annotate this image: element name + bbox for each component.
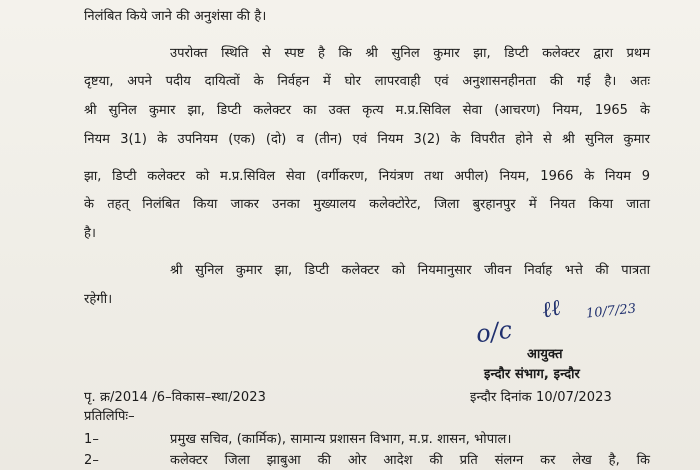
memo-place-date: इन्दौर दिनांक 10/07/2023 [470, 390, 612, 405]
copy-item-1-text: प्रमुख सचिव, (कार्मिक), सामान्य प्रशासन विभाग, म.प्र. शासन, भोपाल। [170, 432, 512, 447]
copy-heading: प्रतिलिपिः– [84, 409, 135, 424]
line-recommendation: निलंबित किये जाने की अनुशंसा की है। [84, 9, 267, 24]
copy-item-2-text: कलेक्टर जिला झाबुआ की ओर आदेश की प्रति संलग्न कर लेख है, कि [170, 453, 650, 468]
copy-item-2-number: 2– [84, 453, 99, 468]
para3-line2: रहेगी। [84, 292, 113, 307]
para3-line1: श्री सुनिल कुमार झा, डिप्टी कलेक्टर को नियमानुसार जीवन निर्वाह भत्ते की पात्रता [170, 263, 650, 278]
handwritten-date: 10/7/23 [585, 301, 637, 322]
para2-line6: के तहत् निलंबित किया जाकर उनका मुख्यालय कलेक्टोरेट, जिला बुरहानपुर में नियत किया जाता [84, 197, 650, 212]
para2-line7: है। [84, 226, 97, 241]
para2-line1: उपरोक्त स्थिति से स्पष्ट है कि श्री सुनिल कुमार झा, डिप्टी कलेक्टर द्वारा प्रथम [170, 46, 650, 61]
handwritten-initial-signature: ℓℓ [539, 295, 563, 324]
para2-line2: दृष्टया, अपने पदीय दायित्वों के निर्वहन में घोर लापरवाही एवं अनुशासनहीनता की गई है। अतः [84, 74, 650, 89]
para2-line5: झा, डिप्टी कलेक्टर को म.प्र.सिविल सेवा (वर्गीकरण, नियंत्रण तथा अपील) नियम, 1966 के नियम 9 [84, 169, 650, 184]
signatory-office: इन्दौर संभाग, इन्दौर [484, 367, 580, 382]
memo-reference: पृ. क्र/2014 /6–विकास–स्था/2023 [84, 390, 266, 405]
para2-line4: नियम 3(1) के उपनियम (एक) (दो) व (तीन) एवं नियम 3(2) के विपरीत होने से श्री सुनिल कुमार [84, 132, 650, 147]
handwritten-oc: o/c [474, 315, 514, 349]
signatory-title: आयुक्त [527, 347, 563, 362]
copy-item-1-number: 1– [84, 432, 99, 447]
para2-line3: श्री सुनिल कुमार झा, डिप्टी कलेक्टर का उक्त कृत्य म.प्र.सिविल सेवा (आचरण) नियम, 1965 के [84, 103, 650, 118]
